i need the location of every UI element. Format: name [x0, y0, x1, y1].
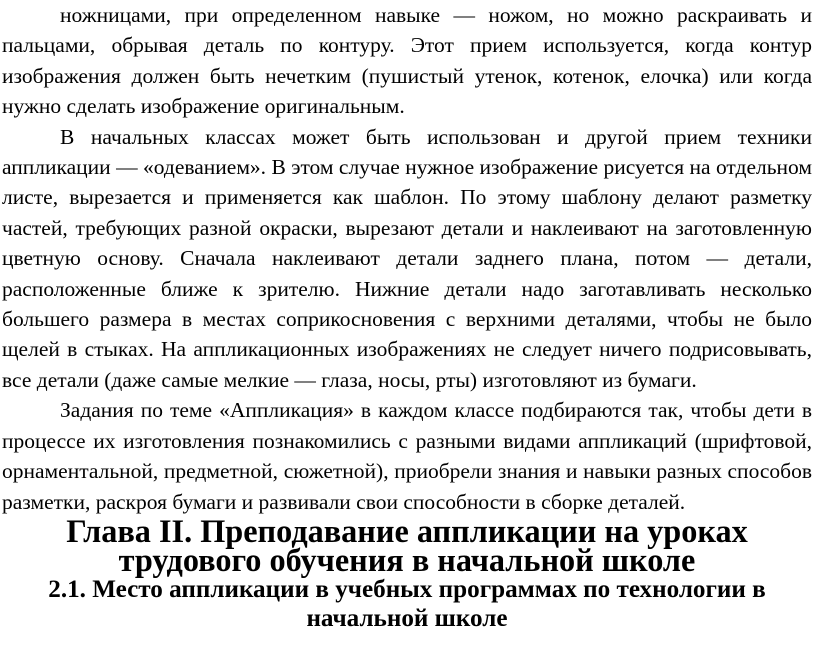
chapter-heading: Глава II. Преподавание аппликации на уроках трудового обучения в начальной школе	[66, 512, 748, 578]
paragraph-applique-tasks: Задания по теме «Аппликация» в каждом классе подбираются так, чтобы дети в процессе их изготовления познакомились с разными видами аппликаций (шрифтовой, орнаментальной, предметной, сюжетной), приобрели знания и навыки разных способов разметки, раскроя бумаги и развивали свои способности в сборке деталей.	[2, 398, 812, 514]
paragraph-dressing-technique: В начальных классах может быть использован и другой прием техники аппликации — «одеванием». В этом случае нужное изображение рисуется на отдельном листе, вырезается и применяется как шаблон. По этому шаблону делают разметку частей, требующих разной окраски, вырезают детали и наклеивают на заготовленную цветную основу. Сначала наклеивают детали заднего плана, потом — детали, расположенные ближе к зрителю. Нижние детали надо заготавливать несколько большего размера в местах соприкосновения с верхними деталями, чтобы не было щелей в стыках. На аппликационных изображениях не следует ничего подрисовывать, все детали (даже самые мелкие — глаза, носы, рты) изготовляют из бумаги.	[2, 124, 812, 392]
paragraph-cutting-techniques: ножницами, при определенном навыке — ножом, но можно раскраивать и пальцами, обрывая деталь по контуру. Этот прием используется, когда контур изображения должен быть нечетким (пушистый утенок, котенок, елочка) или когда нужно сделать изображение оригинальным.	[2, 3, 812, 119]
section-heading: 2.1. Место аппликации в учебных программах по технологии в начальной школе	[48, 575, 766, 632]
